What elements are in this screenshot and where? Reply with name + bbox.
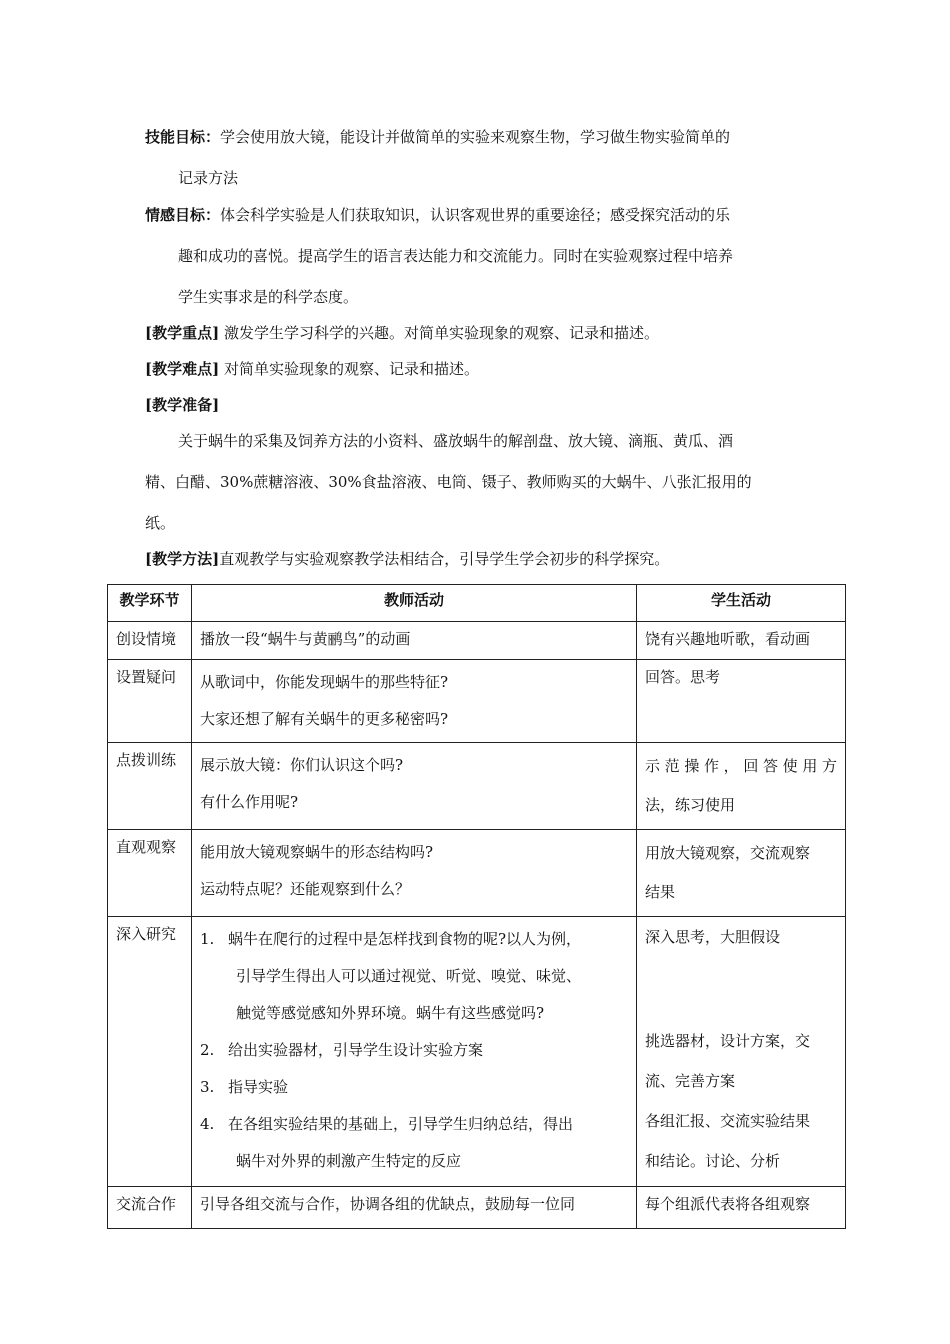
emotion-objective: [145, 205, 730, 225]
table-row: [108, 917, 846, 1187]
emotion-objective-cont-2: 学生实事求是的科学态度。: [178, 288, 359, 306]
numbered-item: 2. 给出实验器材，引导学生设计实验方案: [200, 1041, 484, 1059]
teacher-cell: 1. 蜗牛在爬行的过程中是怎样找到食物的呢?以人为例， 引导学生得出人可以通过视觉、听觉、嗅觉、味觉、 触觉等感觉感知外界环境。蜗牛有这些感觉吗? 2. 给出实验器材，引导学生设计实验方案 3. 指导实验 4. 在各组实验结果的基础上，引导学生归纳总结，得出 蜗牛对外界的刺激产生特定的反应: [192, 917, 637, 1187]
header-student: 学生活动: [637, 585, 846, 622]
numbered-item: 4. 在各组实验结果的基础上，引导学生归纳总结，得出: [200, 1115, 574, 1133]
teacher-cell: 展示放大镜：你们认识这个吗? 有什么作用呢?: [192, 743, 637, 830]
preparation-line-1: 关于蜗牛的采集及饲养方法的小资料、盛放蜗牛的解剖盘、放大镜、滴瓶、黄瓜、酒: [178, 432, 734, 450]
key-point-label: [教学重点]: [145, 324, 220, 342]
table-row: [108, 743, 846, 830]
numbered-item: 1. 蜗牛在爬行的过程中是怎样找到食物的呢?以人为例，: [200, 930, 582, 948]
difficulty-text: 对简单实验现象的观察、记录和描述。: [219, 360, 479, 378]
teacher-cell: 引导各组交流与合作，协调各组的优缺点，鼓励每一位同: [192, 1187, 637, 1229]
teacher-cell: 从歌词中，你能发现蜗牛的那些特征? 大家还想了解有关蜗牛的更多秘密吗?: [192, 660, 637, 743]
difficulty: [145, 359, 479, 379]
teaching-method: [145, 549, 669, 569]
numbered-item: 3. 指导实验: [200, 1078, 289, 1096]
stage-cell: 深入研究: [108, 917, 192, 1187]
teacher-cell: 播放一段“蜗牛与黄鹂鸟”的动画: [192, 622, 637, 660]
stage-cell: 点拨训练: [108, 743, 192, 830]
student-cell: 回答。思考: [637, 660, 846, 743]
teacher-cell: 能用放大镜观察蜗牛的形态结构吗? 运动特点呢？还能观察到什么？: [192, 830, 637, 917]
student-cell: 示范操作，回答使用方 法，练习使用: [637, 743, 846, 830]
lesson-plan-table: [107, 584, 846, 1229]
preparation-label: [教学准备]: [145, 396, 220, 414]
stage-cell: 交流合作: [108, 1187, 192, 1229]
stage-cell: 直观观察: [108, 830, 192, 917]
teaching-method-text: 直观教学与实验观察教学法相结合，引导学生学会初步的科学探究。: [219, 550, 670, 568]
skill-objective-text: 学会使用放大镜，能设计并做简单的实验来观察生物，学习做生物实验简单的: [220, 128, 731, 146]
skill-objective-cont: 记录方法: [178, 169, 239, 187]
skill-objective: [145, 127, 730, 147]
header-teacher: 教师活动: [192, 585, 637, 622]
skill-objective-label: 技能目标：: [145, 128, 221, 146]
emotion-objective-cont-1: 趣和成功的喜悦。提高学生的语言表达能力和交流能力。同时在实验观察过程中培养: [178, 247, 734, 265]
header-stage: 教学环节: [108, 585, 192, 622]
table-row: [108, 830, 846, 917]
table-header-row: [108, 585, 846, 622]
student-cell: 饶有兴趣地听歌，看动画: [637, 622, 846, 660]
key-point-text: 激发学生学习科学的兴趣。对简单实验现象的观察、记录和描述。: [219, 324, 659, 342]
teaching-method-label: [教学方法]: [145, 550, 220, 568]
preparation-line-3: 纸。: [145, 514, 176, 532]
key-point: [145, 323, 659, 343]
student-cell: 用放大镜观察，交流观察 结果: [637, 830, 846, 917]
student-cell: 每个组派代表将各组观察: [637, 1187, 846, 1229]
emotion-objective-text: 体会科学实验是人们获取知识，认识客观世界的重要途径；感受探究活动的乐: [220, 206, 731, 224]
emotion-objective-label: 情感目标：: [145, 206, 221, 224]
student-cell: 深入思考，大胆假设 挑选器材，设计方案，交 流、完善方案 各组汇报、交流实验结果 和结论。讨论、分析: [637, 917, 846, 1187]
preparation-line-2: 精、白醋、30%蔗糖溶液、30%食盐溶液、电筒、镊子、教师购买的大蜗牛、八张汇报用的: [145, 473, 752, 491]
stage-cell: 创设情境: [108, 622, 192, 660]
stage-cell: 设置疑问: [108, 660, 192, 743]
table-row: [108, 1187, 846, 1229]
table-row: [108, 622, 846, 660]
table-row: [108, 660, 846, 743]
difficulty-label: [教学难点]: [145, 360, 220, 378]
